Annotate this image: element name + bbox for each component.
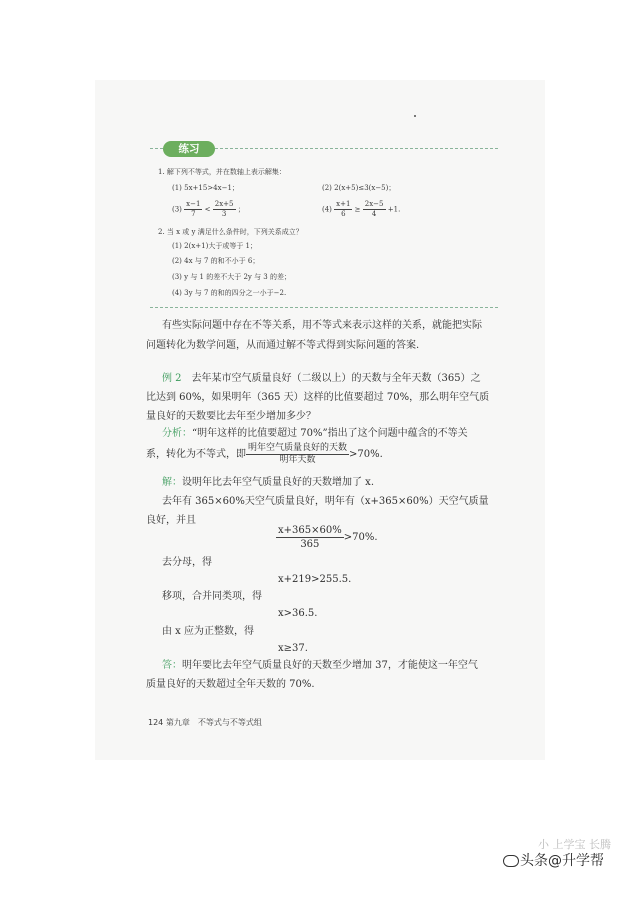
answer-label: 答： bbox=[162, 660, 182, 671]
analysis-label: 分析： bbox=[162, 428, 192, 439]
answer-line-1: 答：明年要比去年空气质量良好的天数至少增加 37，才能使这一年空气 bbox=[162, 660, 478, 671]
watermark-faint-text: 小 上学宝 长腾 bbox=[538, 838, 611, 851]
solution-equation-2: x+219>255.5. bbox=[278, 574, 352, 585]
example-line-3: 量良好的天数要比去年至少增加多少？ bbox=[146, 411, 316, 422]
intro-line-2: 问题转化为数学问题，从而通过解不等式得到实际问题的答案. bbox=[146, 340, 420, 351]
watermark-text: 头条@升学帮 bbox=[520, 853, 604, 869]
exercise-badge: 练习 bbox=[163, 141, 215, 157]
solution-equation-1: $\frac{x+365\times 60\%}{365}$ >70%. bbox=[278, 525, 378, 550]
analysis-fraction: $\frac{\text{明年空气质量良好的天数}}{\text{明年天数}}$ bbox=[248, 443, 348, 465]
example-line-1: 例 2 去年某市空气质量良好（二级以上）的天数与全年天数（365）之 bbox=[162, 373, 481, 384]
solution-step-2: 移项，合并同类项，得 bbox=[162, 591, 262, 602]
solution-line-1: 解：设明年比去年空气质量良好的天数增加了 x. bbox=[162, 477, 374, 488]
exercise-q1-part4: (4) $\frac{x+1}{6}$ ≥ $\frac{2x-5}{4}$ +1. bbox=[322, 200, 401, 218]
solution-line-2: 去年有 365×60%天空气质量良好，明年有（x+365×60%）天空气质量 bbox=[162, 496, 489, 507]
chapter-title: 第九章 不等式与不等式组 bbox=[165, 718, 262, 727]
exercise-q2-part1: (1) 2(x+1)大于或等于 1； bbox=[172, 242, 258, 250]
solution-equation-4: x≥37. bbox=[278, 643, 308, 654]
exercise-q1-part1: (1) 5x+15>4x−1； bbox=[172, 184, 239, 192]
solution-step-3: 由 x 应为正整数，得 bbox=[162, 626, 254, 637]
exercise-q2-prompt: 2. 当 x 或 y 满足什么条件时，下列关系成立？ bbox=[158, 228, 303, 236]
exercise-q1-prompt: 1. 解下列不等式，并在数轴上表示解集： bbox=[158, 168, 286, 176]
solution-label: 解： bbox=[162, 477, 182, 488]
answer-line-2: 质量良好的天数超过全年天数的 70%. bbox=[146, 679, 315, 690]
page-number: 124 bbox=[148, 718, 164, 727]
solution-step-1: 去分母，得 bbox=[162, 557, 212, 568]
example-line-2: 比达到 60%，如果明年（365 天）这样的比值要超过 70%，那么明年空气质 bbox=[146, 392, 490, 403]
chat-bubble-icon bbox=[503, 855, 519, 867]
exercise-q1-part3: (3) $\frac{x-1}{7}$ < $\frac{2x+5}{3}$ ； bbox=[172, 200, 245, 218]
solution-line-3: 良好，并且 bbox=[146, 515, 196, 526]
intro-line-1: 有些实际问题中存在不等关系，用不等式来表示这样的关系，就能把实际 bbox=[162, 320, 482, 331]
analysis-line-2: 系，转化为不等式，即 $\frac{\text{明年空气质量良好的天数}}{\text{明年天数}}$ >70%. bbox=[146, 443, 383, 465]
page-footer bbox=[148, 718, 262, 727]
exercise-q2-part4: (4) 3y 与 7 的和的四分之一小于−2. bbox=[172, 289, 287, 297]
analysis-line-1: 分析：“明年这样的比值要超过 70%”指出了这个问题中蕴含的不等关 bbox=[162, 428, 468, 439]
exercise-q1-part2: (2) 2(x+5)≤3(x−5)； bbox=[322, 184, 396, 192]
solution-equation-3: x>36.5. bbox=[278, 608, 318, 619]
exercise-q2-part2: (2) 4x 与 7 的和不小于 6； bbox=[172, 257, 260, 265]
exercise-q2-part3: (3) y 与 1 的差不大于 2y 与 3 的差； bbox=[172, 273, 291, 281]
page-mark bbox=[414, 115, 416, 117]
example-label: 例 2 bbox=[162, 373, 182, 384]
